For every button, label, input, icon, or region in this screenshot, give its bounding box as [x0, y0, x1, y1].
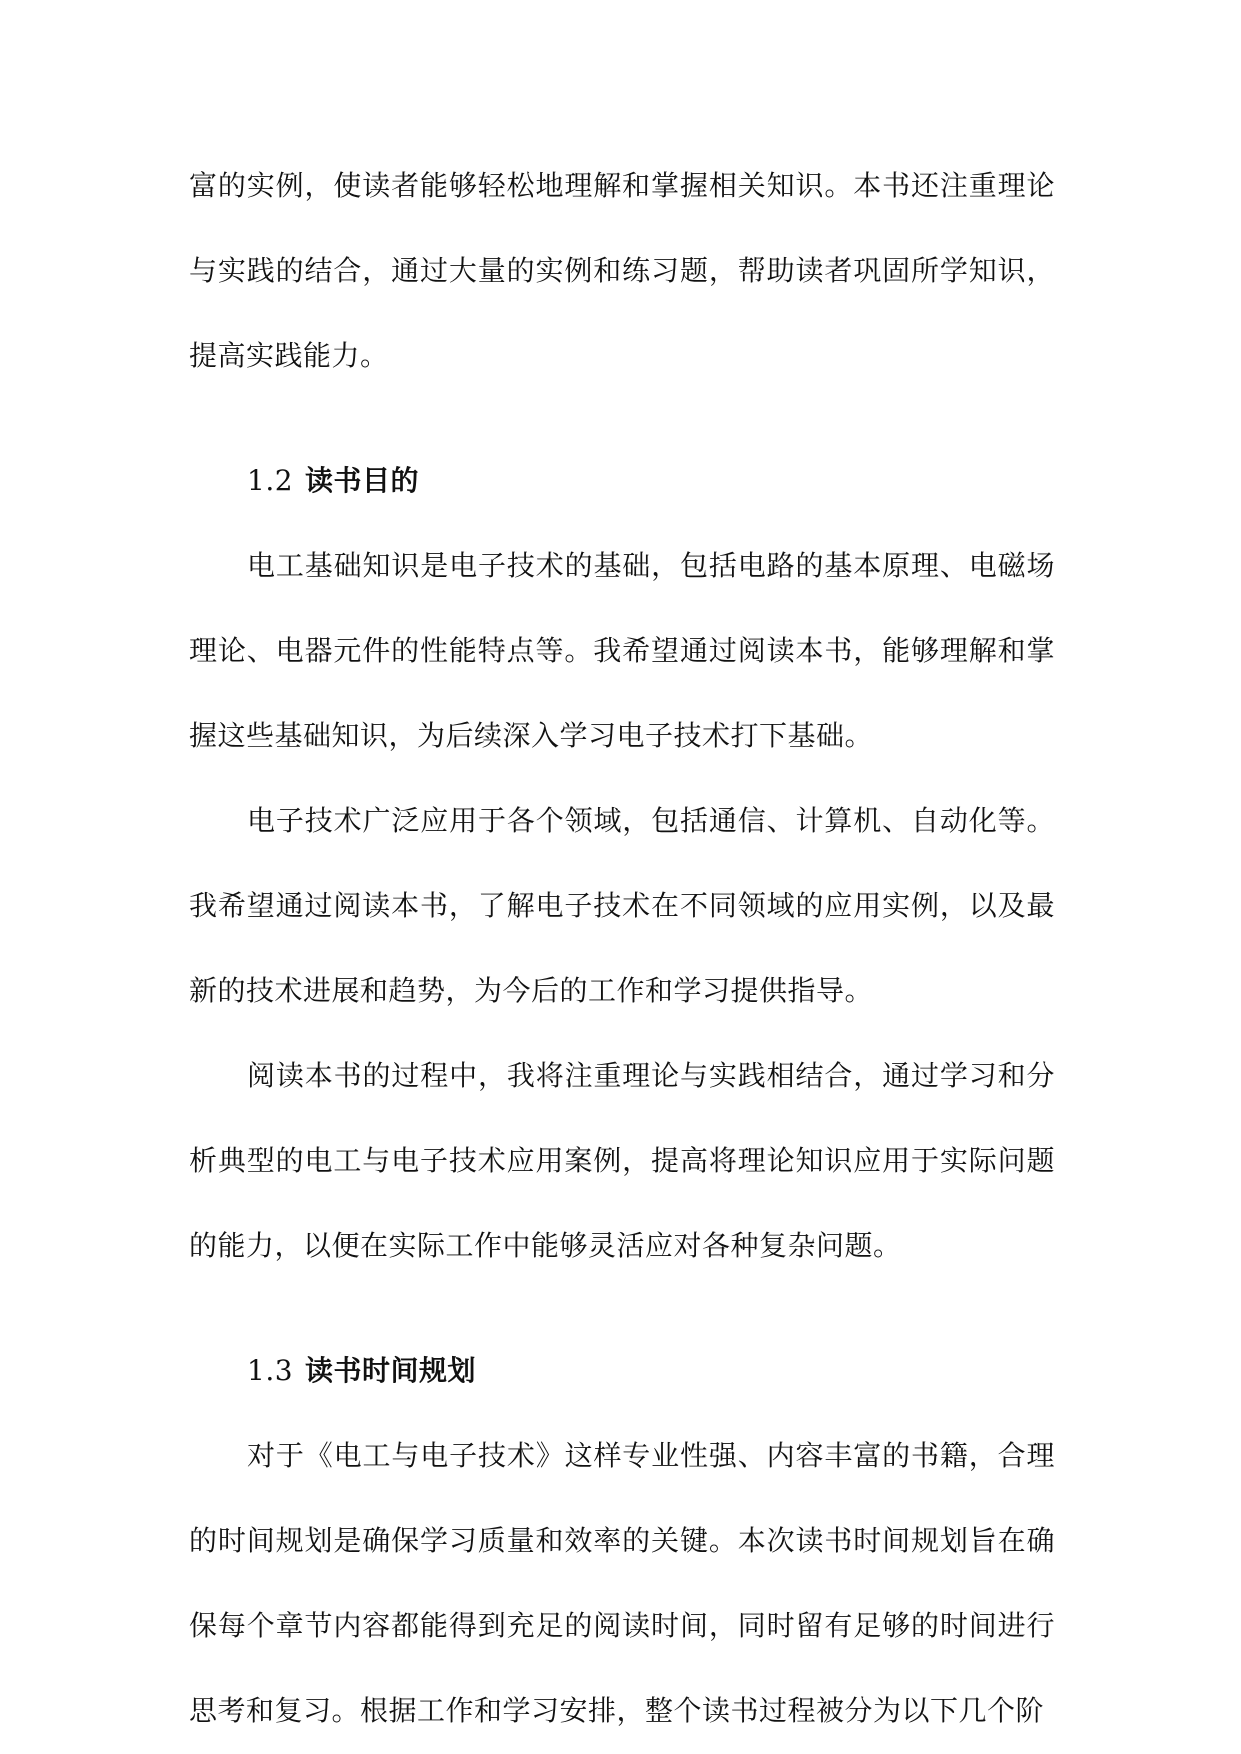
section-title: 读书时间规划 — [305, 1354, 477, 1387]
section-heading-reading-purpose — [189, 438, 1055, 523]
paragraph-time-planning: 对于《电工与电子技术》这样专业性强、内容丰富的书籍，合理的时间规划是确保学习质量和效率的关键。本次读书时间规划旨在确保每个章节内容都能得到充足的阅读时间，同时留有足够的时间进行思考和复习。根据工作和学习安排，整个读书过程被分为以下几个阶 — [189, 1439, 1055, 1727]
paragraph-theory-practice: 阅读本书的过程中，我将注重理论与实践相结合，通过学习和分析典型的电工与电子技术应用案例，提高将理论知识应用于实际问题的能力，以便在实际工作中能够灵活应对各种复杂问题。 — [189, 1059, 1055, 1262]
section-number: 1.3 — [247, 1354, 294, 1387]
paragraph-electronics-applications: 电子技术广泛应用于各个领域，包括通信、计算机、自动化等。我希望通过阅读本书，了解电子技术在不同领域的应用实例，以及最新的技术进展和趋势，为今后的工作和学习提供指导。 — [189, 804, 1055, 1007]
document-body — [189, 143, 1055, 1753]
paragraph-intro-continued: 富的实例，使读者能够轻松地理解和掌握相关知识。本书还注重理论与实践的结合，通过大量的实例和练习题，帮助读者巩固所学知识，提高实践能力。 — [189, 169, 1055, 372]
section-title: 读书目的 — [305, 464, 420, 497]
section-gap — [189, 1288, 1055, 1328]
paragraph-electrical-basics: 电工基础知识是电子技术的基础，包括电路的基本原理、电磁场理论、电器元件的性能特点等。我希望通过阅读本书，能够理解和掌握这些基础知识，为后续深入学习电子技术打下基础。 — [189, 549, 1055, 752]
section-number: 1.2 — [247, 464, 294, 497]
section-gap — [189, 398, 1055, 438]
section-heading-reading-schedule — [189, 1328, 1055, 1413]
